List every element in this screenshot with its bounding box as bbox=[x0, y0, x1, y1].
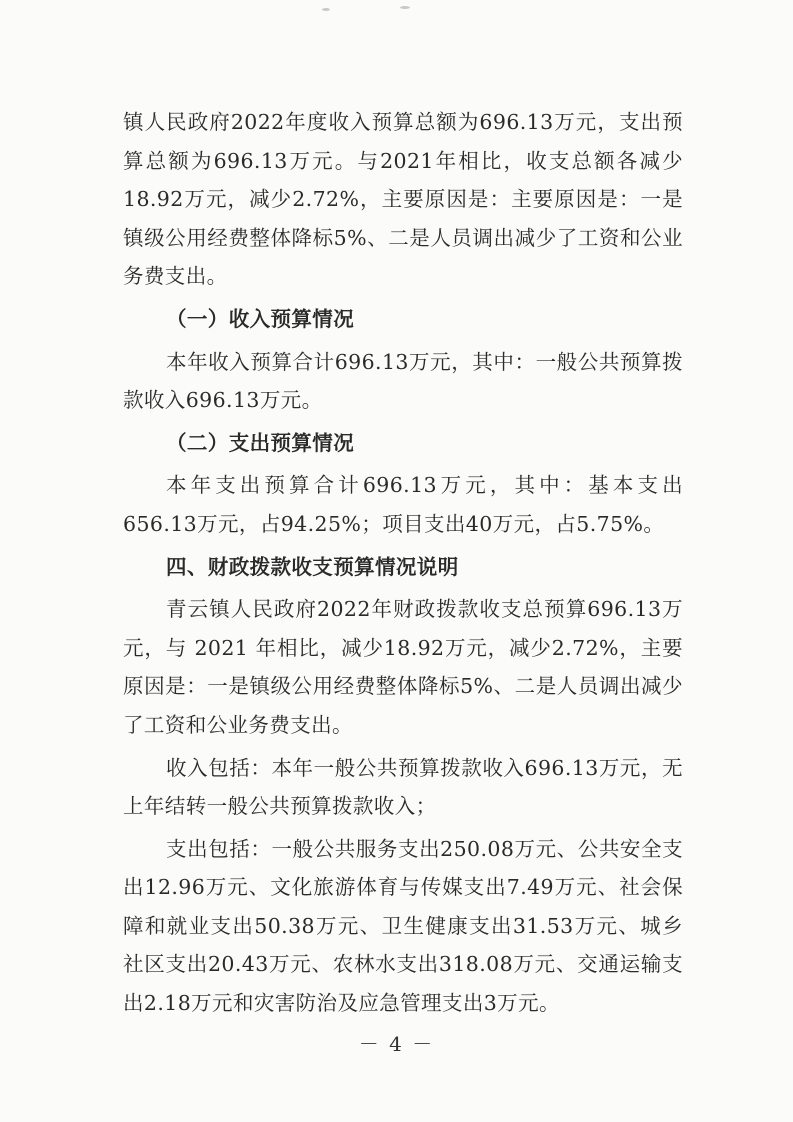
heading-expenditure-budget: （二）支出预算情况 bbox=[166, 430, 355, 455]
scan-speck bbox=[322, 8, 330, 11]
scan-speck bbox=[400, 6, 410, 9]
paragraph-fiscal-appropriation: 青云镇人民政府2022年财政拨款收支总预算696.13万元，与 2021 年相比，减少18.92万元，减少2.72%，主要原因是：一是镇级公用经费整体降标5%、二是人员调出减少了工资和公业务费支出。 bbox=[123, 597, 683, 737]
paragraph-expenditure-budget: 本年支出预算合计696.13万元，其中：基本支出656.13万元，占94.25%；项目支出40万元，占5.75%。 bbox=[123, 473, 683, 536]
paragraph-budget-summary: 镇人民政府2022年度收入预算总额为696.13万元，支出预算总额为696.13万元。与2021年相比，收支总额各减少18.92万元，减少2.72%，主要原因是：主要原因是：一是镇级公用经费整体降标5%、二是人员调出减少了工资和公业务费支出。 bbox=[123, 110, 683, 289]
page-number: － 4 － bbox=[358, 1032, 435, 1056]
heading-income-budget: （一）收入预算情况 bbox=[166, 306, 355, 331]
paragraph-income-items: 收入包括：本年一般公共预算拨款收入696.13万元，无上年结转一般公共预算拨款收入； bbox=[123, 755, 683, 819]
paragraph-income-budget: 本年收入预算合计696.13万元，其中：一般公共预算拨款收入696.13万元。 bbox=[123, 349, 683, 413]
heading-fiscal-appropriation: 四、财政拨款收支预算情况说明 bbox=[166, 554, 459, 579]
paragraph-expenditure-items: 支出包括：一般公共服务支出250.08万元、公共安全支出12.96万元、文化旅游体育与传媒支出7.49万元、社会保障和就业支出50.38万元、卫生健康支出31.53万元、城乡社区支出20.43万元、农林水支出318.08万元、交通运输支出2.18万元和灾害防治及应急管理支出3万元。 bbox=[123, 836, 683, 1016]
body-text bbox=[123, 103, 683, 1023]
